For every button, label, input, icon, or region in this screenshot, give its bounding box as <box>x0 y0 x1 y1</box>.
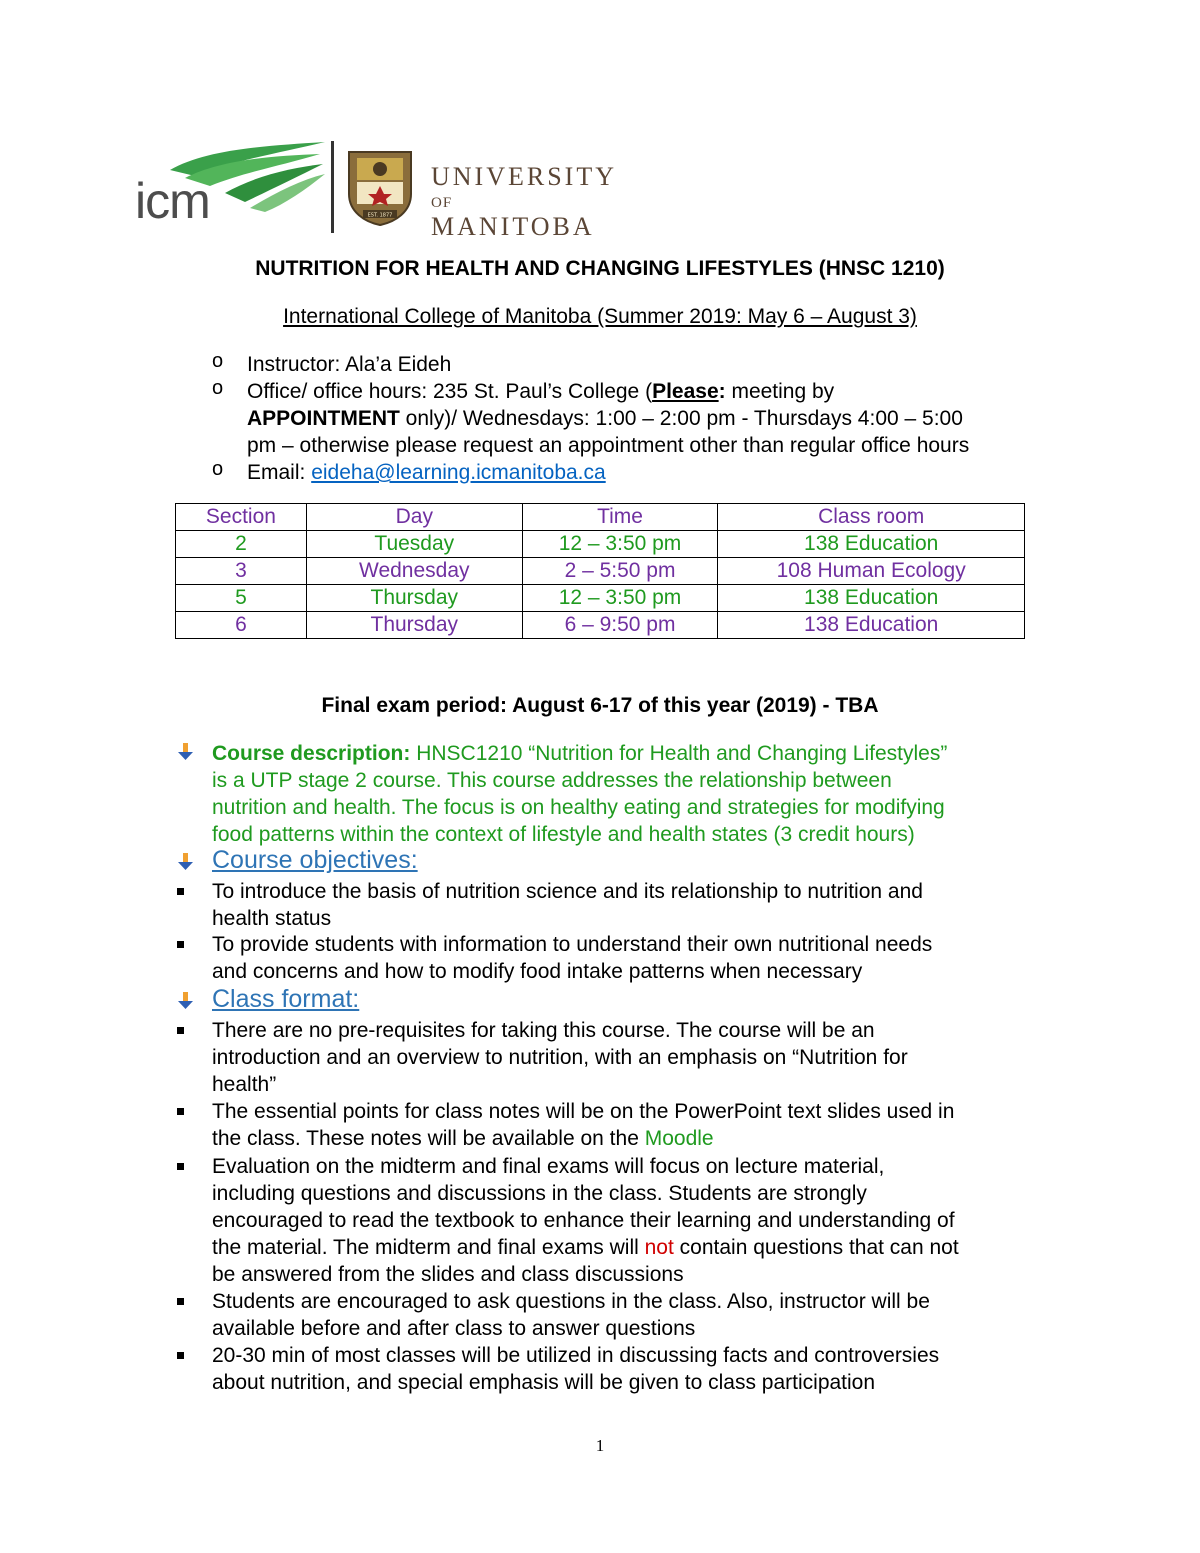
format-line: 20-30 min of most classes will be utilized in discussing facts and controversies <box>212 1344 940 1367</box>
instructor-bullet-1: o <box>212 350 224 372</box>
class-format-heading: Class format: <box>212 985 360 1013</box>
office-rest1: only)/ Wednesdays: 1:00 – 2:00 pm - Thursdays 4:00 – 5:00 <box>399 407 963 430</box>
page-title: NUTRITION FOR HEALTH AND CHANGING LIFESTYLES (HNSC 1210) <box>255 257 945 280</box>
instructor-bullet-3: o <box>212 458 224 480</box>
university-line2-wrap <box>431 194 595 242</box>
format-item-3 <box>212 1153 1072 1288</box>
format-item-5 <box>212 1342 1072 1396</box>
page-subtitle: International College of Manitoba (Summer 2019: May 6 – August 3) <box>283 305 917 328</box>
table-row <box>176 531 1025 558</box>
office-please: Please <box>652 380 719 403</box>
instructor-bullet-2: o <box>212 377 224 399</box>
university-line2: MANITOBA <box>431 212 595 241</box>
moodle-link[interactable]: Moodle <box>644 1127 714 1150</box>
page-number: 1 <box>595 1436 605 1455</box>
table-header: Section <box>176 504 307 531</box>
table-cell: 12 – 3:50 pm <box>522 585 718 612</box>
square-bullet-icon <box>177 1163 184 1170</box>
table-cell: 138 Education <box>718 531 1025 558</box>
instructor-line: Instructor: Ala’a Eideh <box>247 353 452 376</box>
format-line: The essential points for class notes will be on the PowerPoint text slides used in <box>212 1100 955 1123</box>
arrow-down-bullet-icon <box>175 851 197 873</box>
objective-line: To introduce the basis of nutrition science and its relationship to nutrition and <box>212 880 923 903</box>
square-bullet-icon <box>177 941 184 948</box>
format-item-1 <box>212 1017 1072 1098</box>
objective-line: and concerns and how to modify food intake patterns when necessary <box>212 960 863 983</box>
table-cell: Thursday <box>306 612 522 639</box>
university-of: OF <box>431 195 453 211</box>
university-crest-icon <box>347 150 413 226</box>
arrow-down-bullet-icon <box>175 990 197 1012</box>
table-cell: 108 Human Ecology <box>718 558 1025 585</box>
table-cell: 2 <box>176 531 307 558</box>
course-description-line1: HNSC1210 “Nutrition for Health and Changing Lifestyles” <box>410 742 948 765</box>
office-prefix: Office/ office hours: 235 St. Paul’s College ( <box>247 380 653 403</box>
university-line1: UNIVERSITY <box>431 162 617 191</box>
course-description-line2: is a UTP stage 2 course. This course addresses the relationship between <box>212 769 892 792</box>
table-cell: 6 – 9:50 pm <box>522 612 718 639</box>
table-row <box>176 612 1025 639</box>
format-line: the material. The midterm and final exams will <box>212 1236 645 1259</box>
square-bullet-icon <box>177 1027 184 1034</box>
format-line: be answered from the slides and class discussions <box>212 1263 684 1286</box>
objective-item <box>212 878 1072 932</box>
table-cell: Thursday <box>306 585 522 612</box>
format-item-4 <box>212 1288 1072 1342</box>
square-bullet-icon <box>177 1298 184 1305</box>
course-description-line3: nutrition and health. The focus is on healthy eating and strategies for modifying <box>212 796 945 819</box>
square-bullet-icon <box>177 1108 184 1115</box>
format-line: encouraged to read the textbook to enhance their learning and understanding of <box>212 1209 955 1232</box>
office-rest2: pm – otherwise please request an appointment other than regular office hours <box>247 434 970 457</box>
email-link[interactable]: eideha@learning.icmanitoba.ca <box>311 461 606 484</box>
objective-line: health status <box>212 907 332 930</box>
format-item-2 <box>212 1098 1072 1152</box>
table-row <box>176 585 1025 612</box>
table-header: Day <box>306 504 522 531</box>
objectives-heading: Course objectives: <box>212 846 418 874</box>
square-bullet-icon <box>177 888 184 895</box>
table-cell: 6 <box>176 612 307 639</box>
office-appointment: APPOINTMENT <box>247 407 400 430</box>
final-exam-period: Final exam period: August 6-17 of this year (2019) - TBA <box>321 694 879 717</box>
table-cell: 138 Education <box>718 585 1025 612</box>
course-description-label: Course description: <box>212 742 411 765</box>
table-header-row <box>176 504 1025 531</box>
office-colon: : <box>718 380 726 403</box>
logo-divider <box>331 141 334 233</box>
format-line: including questions and discussions in the class. Students are strongly <box>212 1182 867 1205</box>
office-mid: meeting by <box>725 380 835 403</box>
format-line: health” <box>212 1073 277 1096</box>
format-line: contain questions that can not <box>673 1236 959 1259</box>
course-description <box>212 740 1072 848</box>
table-cell: 2 – 5:50 pm <box>522 558 718 585</box>
schedule-table <box>175 503 1025 639</box>
table-cell: Wednesday <box>306 558 522 585</box>
format-line: about nutrition, and special emphasis will be given to class participation <box>212 1371 876 1394</box>
arrow-down-bullet-icon <box>175 741 197 763</box>
format-line: the class. These notes will be available on the <box>212 1127 645 1150</box>
square-bullet-icon <box>177 1352 184 1359</box>
header-logos <box>135 138 617 241</box>
table-row <box>176 558 1025 585</box>
format-line: introduction and an overview to nutrition, with an emphasis on “Nutrition for <box>212 1046 908 1069</box>
table-header: Class room <box>718 504 1025 531</box>
format-line: There are no pre-requisites for taking this course. The course will be an <box>212 1019 875 1042</box>
email-label: Email: <box>247 461 312 484</box>
format-line: Students are encouraged to ask questions in the class. Also, instructor will be <box>212 1290 930 1313</box>
format-line: Evaluation on the midterm and final exams will focus on lecture material, <box>212 1155 885 1178</box>
table-header: Time <box>522 504 718 531</box>
table-cell: 5 <box>176 585 307 612</box>
office-hours <box>247 378 1077 459</box>
format-line: available before and after class to answer questions <box>212 1317 696 1340</box>
crest-text: EST. 1877 <box>367 212 393 219</box>
not-emphasis: not <box>644 1236 674 1259</box>
objective-line: To provide students with information to understand their own nutritional needs <box>212 933 933 956</box>
objective-item <box>212 931 1072 985</box>
table-cell: 12 – 3:50 pm <box>522 531 718 558</box>
email-line <box>247 459 1107 486</box>
table-cell: Tuesday <box>306 531 522 558</box>
course-description-line4: food patterns within the context of lifestyle and health states (3 credit hours) <box>212 823 915 846</box>
icm-text: icm <box>135 173 210 229</box>
table-cell: 138 Education <box>718 612 1025 639</box>
table-cell: 3 <box>176 558 307 585</box>
